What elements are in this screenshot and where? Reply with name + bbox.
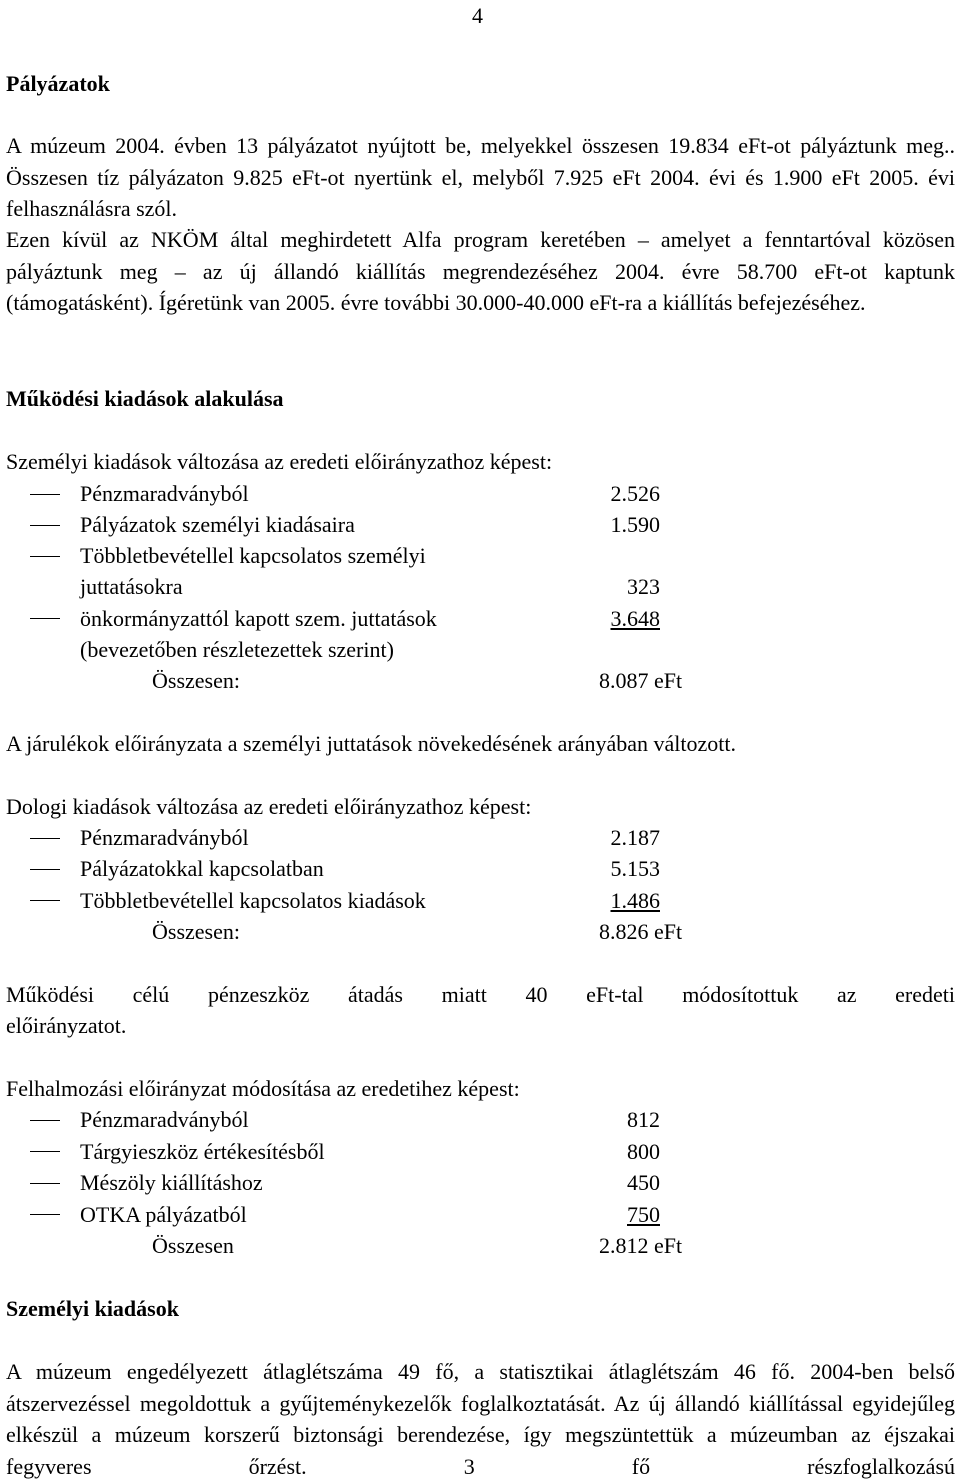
item-value: 812 (627, 1107, 660, 1132)
item-value: 3.648 (610, 606, 660, 631)
item-label: Pályázatokkal kapcsolatban (80, 856, 324, 881)
item-label: Pénzmaradványból (80, 825, 249, 850)
dash-icon (30, 838, 60, 839)
total-value: 8.826 eFt (599, 919, 683, 944)
total-value: 2.812 eFt (599, 1233, 683, 1258)
dash-icon (30, 1214, 60, 1215)
dash-icon (30, 1120, 60, 1121)
item-label: Tárgyieszköz értékesítésből (80, 1139, 325, 1164)
dash-icon (30, 1151, 60, 1152)
total-value: 8.087 eFt (599, 668, 683, 693)
transfer-note-line2: előirányzatot. (6, 1013, 127, 1038)
paragraph-palyazatok-summary: A múzeum 2004. évben 13 pályázatot nyújtott be, melyekkel összesen 19.834 eFt-ot pályáztunk meg.. Összesen tíz pályázaton 9.825 eFt-ot nyertünk el, melyből 7.925 eFt 2004. évi és 1.900 eFt 2005. évi felhasználásra szól. (6, 133, 955, 221)
dash-icon (30, 900, 60, 901)
dash-icon (30, 556, 60, 557)
contributions-note: A járulékok előirányzata a személyi juttatások növekedésének arányában változott. (6, 731, 736, 756)
paragraph-staffing: A múzeum engedélyezett átlaglétszáma 49 fő, a statisztikai átlaglétszám 46 fő. 2004-ben belső átszervezéssel megoldottuk a gyűjteménykezelők foglalkoztatását. Az új állandó kiállítással egyidejűleg elkészül a múzeum korszerű biztonsági berendezése, így megszüntettük a múzeumban az éjszakai fegyveres őrzést. 3 fő részfoglalkozású (6, 1359, 955, 1479)
item-label-continued: (bevezetőben részletezettek szerint) (80, 637, 394, 662)
personal-expenses-intro: Személyi kiadások változása az eredeti előirányzathoz képest: (6, 449, 553, 474)
item-label-continued: juttatásokra (80, 574, 183, 599)
item-value: 2.187 (610, 825, 660, 850)
dash-icon (30, 494, 60, 495)
item-label: OTKA pályázatból (80, 1202, 247, 1227)
dash-icon (30, 618, 60, 619)
item-value: 2.526 (610, 481, 660, 506)
item-label: Mészöly kiállításhoz (80, 1170, 263, 1195)
material-expenses-intro: Dologi kiadások változása az eredeti előirányzathoz képest: (6, 794, 532, 819)
capital-intro: Felhalmozási előirányzat módosítása az eredetihez képest: (6, 1076, 520, 1101)
item-value: 5.153 (610, 856, 660, 881)
dash-icon (30, 869, 60, 870)
transfer-note-line1: Működési célú pénzeszköz átadás miatt 40 eFt-tal módosítottuk az eredeti (6, 982, 955, 1007)
item-value: 1.590 (610, 512, 660, 537)
total-label: Összesen: (152, 668, 240, 693)
item-value: 323 (627, 574, 660, 599)
item-value: 1.486 (610, 888, 660, 913)
item-label: Pályázatok személyi kiadásaira (80, 512, 355, 537)
dash-icon (30, 1183, 60, 1184)
section-heading-szemelyi: Személyi kiadások (6, 1296, 179, 1321)
item-label: Pénzmaradványból (80, 481, 249, 506)
item-label: Többletbevétellel kapcsolatos személyi (80, 543, 426, 568)
item-value: 750 (627, 1202, 660, 1227)
item-value: 800 (627, 1139, 660, 1164)
dash-icon (30, 525, 60, 526)
paragraph-alfa-program: Ezen kívül az NKÖM által meghirdetett Alfa program keretében – amelyet a fenntartóval közösen pályáztunk meg – az új állandó kiállítás megrendezéséhez 2004. évre 58.700 eFt-ot kaptunk (támogatásként). Ígéretünk van 2005. évre további 30.000-40.000 eFt-ra a kiállítás befejezéséhez. (6, 227, 955, 315)
item-label: Többletbevétellel kapcsolatos kiadások (80, 888, 426, 913)
item-label: Pénzmaradványból (80, 1107, 249, 1132)
page-number: 4 (472, 3, 483, 28)
total-label: Összesen (152, 1233, 234, 1258)
total-label: Összesen: (152, 919, 240, 944)
item-label: önkormányzattól kapott szem. juttatások (80, 606, 437, 631)
section-heading-palyazatok: Pályázatok (6, 71, 110, 96)
section-heading-mukodesi: Működési kiadások alakulása (6, 386, 284, 411)
item-value: 450 (627, 1170, 660, 1195)
